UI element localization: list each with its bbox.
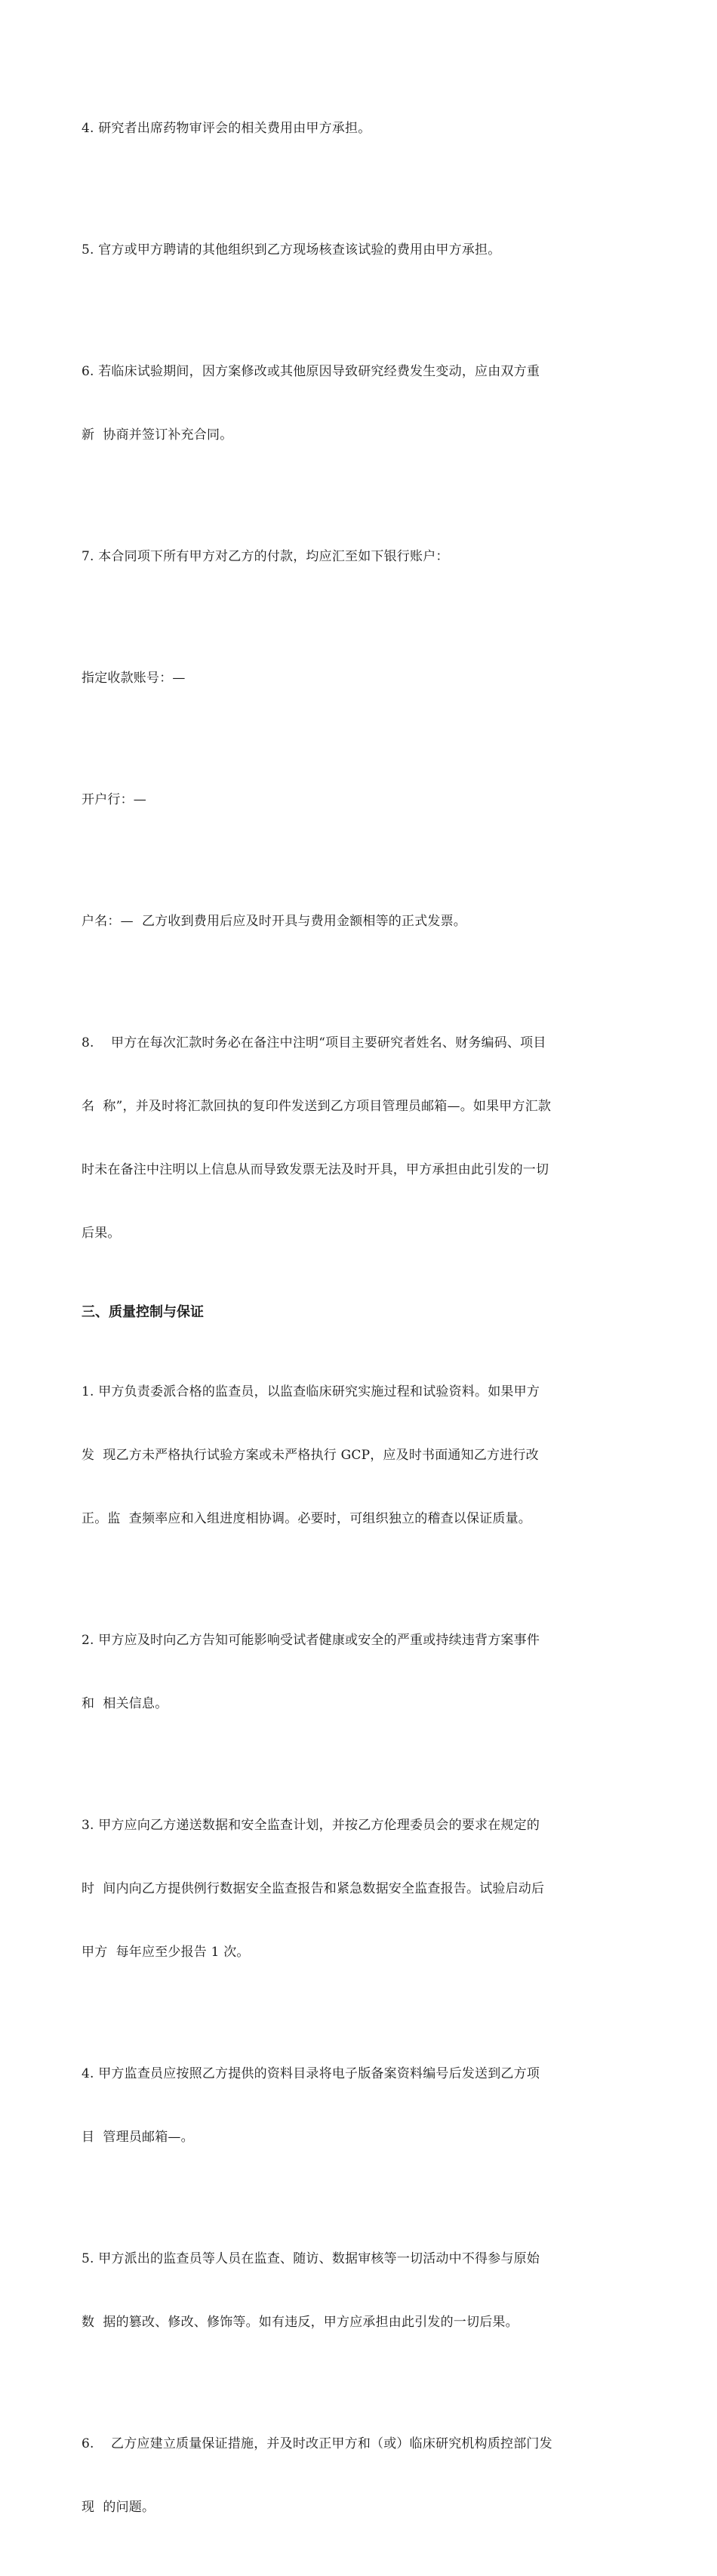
clause-2-7: 7. 本合同项下所有甲方对乙方的付款，均应汇至如下银行账户：: [82, 549, 449, 564]
section-3-heading: 三、质量控制与保证: [82, 1304, 204, 1320]
clause-3-2: 2. 甲方应及时向乙方告知可能影响受试者健康或安全的严重或持续违背方案事件 和 相关信息。: [82, 1633, 540, 1711]
bank-name: 开户行：—: [82, 792, 146, 807]
clause-3-6: 6. 乙方应建立质量保证措施，并及时改正甲方和（或）临床研究机构质控部门发 现 的问题。: [82, 2436, 552, 2515]
bank-account-number: 指定收款账号：—: [82, 671, 186, 686]
clause-3-5: 5. 甲方派出的监查员等人员在监查、随访、数据审核等一切活动中不得参与原始 数 据的篡改、修改、修饰等。如有违反，甲方应承担由此引发的一切后果。: [82, 2251, 540, 2330]
clause-2-8: 8. 甲方在每次汇款时务必在备注中注明“项目主要研究者姓名、财务编码、项目 名 称”，并及时将汇款回执的复印件发送到乙方项目管理员邮箱—。如果甲方汇款 时未在备注中注明以上信息从而导致发票无法及时开具，甲方承担由此引发的一切 后果。: [82, 1035, 552, 1241]
clause-3-1: 1. 甲方负责委派合格的监查员，以监查临床研究实施过程和试验资料。如果甲方 发 现乙方未严格执行试验方案或未严格执行 GCP，应及时书面通知乙方进行改 正。监 查频率应和入组进度相协调。必要时，可组织独立的稽查以保证质量。: [82, 1384, 540, 1526]
account-holder-name: 户名：— 乙方收到费用后应及时开具与费用金额相等的正式发票。: [82, 914, 467, 929]
clause-3-4: 4. 甲方监查员应按照乙方提供的资料目录将电子版备案资料编号后发送到乙方项 目 管理员邮箱—。: [82, 2066, 540, 2145]
clause-2-6: 6. 若临床试验期间，因方案修改或其他原因导致研究经费发生变动，应由双方重 新 协商并签订补充合同。: [82, 364, 540, 443]
clause-3-3: 3. 甲方应向乙方递送数据和安全监查计划，并按乙方伦理委员会的要求在规定的 时 间内向乙方提供例行数据安全监查报告和紧急数据安全监查报告。试验启动后 甲方 每年应至少报告 1 次。: [82, 1818, 545, 1960]
document-page: [82, 76, 635, 2576]
clause-2-4: 4. 研究者出席药物审评会的相关费用由甲方承担。: [82, 121, 371, 136]
clause-2-5: 5. 官方或甲方聘请的其他组织到乙方现场核查该试验的费用由甲方承担。: [82, 242, 501, 258]
